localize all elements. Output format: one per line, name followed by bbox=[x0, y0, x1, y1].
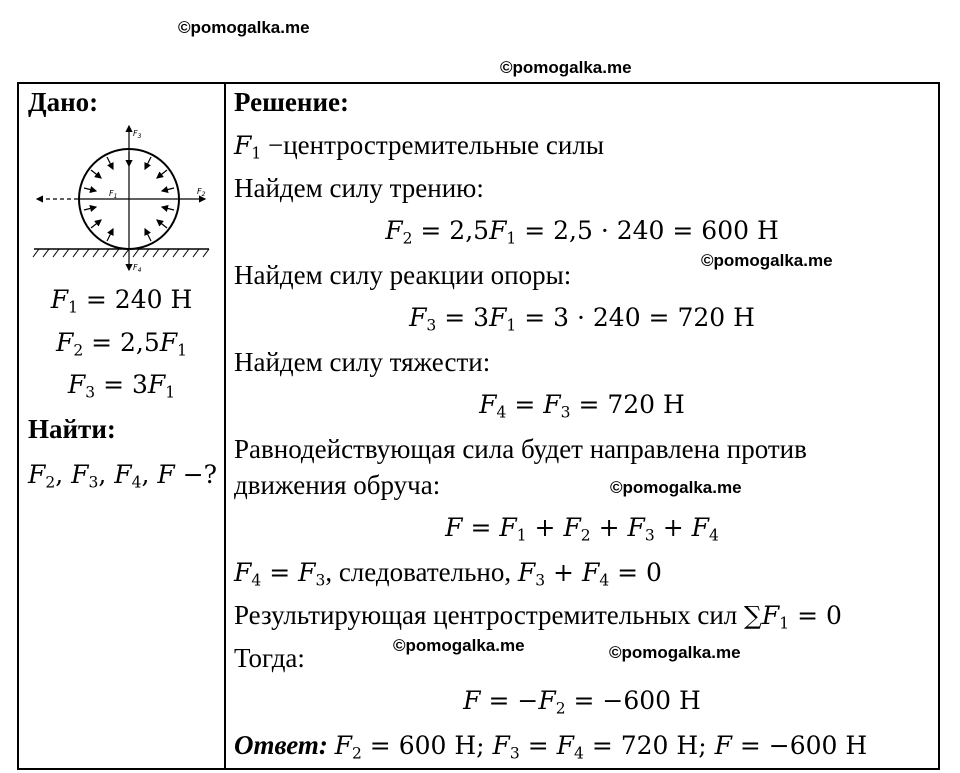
find-vars: $F_2$, $F_3$, $F_4$, F −? bbox=[28, 460, 218, 492]
then-text: Тогда: bbox=[234, 643, 305, 673]
gravity-text: Найдем силу тяжести: bbox=[234, 347, 491, 377]
equation-final: $F = -F_2 = -600$ Н bbox=[463, 686, 701, 718]
answer-line: Ответ: $F_2 = 600$ Н; $F_3 = F_4 = 720$ Н; F = −600 Н bbox=[234, 730, 868, 763]
find-heading: Найти: bbox=[28, 414, 116, 444]
reaction-text: Найдем силу реакции опоры: bbox=[234, 260, 572, 290]
equation-gravity: $F_4 = F_3 = 720$ Н bbox=[479, 390, 685, 422]
f4-equals-f3-line: $F_4 = F_3$, следовательно, $F_3 + F_4 = 0$ bbox=[234, 557, 662, 590]
hoop-force-diagram bbox=[29, 124, 214, 274]
watermark-5: ©pomogalka.me bbox=[393, 636, 525, 655]
svg-text:F2: $F_2$ bbox=[197, 187, 206, 198]
watermark-4: ©pomogalka.me bbox=[610, 478, 742, 497]
solution-column bbox=[226, 84, 938, 768]
given-f1: $F_1 = 240$ Н bbox=[50, 285, 193, 317]
resultant-text-1: Равнодействующая сила будет направлена против bbox=[234, 434, 807, 464]
watermark-6: ©pomogalka.me bbox=[609, 643, 741, 662]
given-f3: $F_3 = 3F_1$ bbox=[67, 370, 176, 402]
solution-table bbox=[17, 82, 940, 770]
solution-heading: Решение: bbox=[234, 87, 349, 117]
equation-friction: $F_2 = 2,5F_1 = 2,5 \cdot 240 = 600$ Н bbox=[385, 216, 779, 248]
svg-text:F1: $F_1$ bbox=[109, 189, 118, 200]
equation-reaction: $F_3 = 3F_1 = 3 \cdot 240 = 720$ Н bbox=[409, 303, 755, 335]
svg-text:F4: $F_4$ bbox=[133, 263, 142, 274]
given-heading: Дано: bbox=[28, 87, 99, 117]
given-f2: $F_2 = 2,5F_1$ bbox=[55, 328, 188, 360]
solution-line-centripetal: $F_1$ −центростремительные силы bbox=[234, 130, 604, 163]
equation-resultant: $F = F_1 + F_2 + F_3 + F_4$ bbox=[445, 513, 719, 545]
given-column bbox=[19, 84, 224, 768]
friction-text: Найдем силу трению: bbox=[234, 173, 484, 203]
watermark-2: ©pomogalka.me bbox=[500, 58, 632, 77]
centripetal-sum-line: Результирующая центростремительных сил $\sum F_1 = 0$ bbox=[234, 600, 842, 633]
watermark-1: ©pomogalka.me bbox=[178, 18, 310, 37]
svg-text:F3: $F_3$ bbox=[133, 129, 142, 140]
resultant-text-2: движения обруча: bbox=[234, 470, 441, 500]
watermark-3: ©pomogalka.me bbox=[701, 251, 833, 270]
